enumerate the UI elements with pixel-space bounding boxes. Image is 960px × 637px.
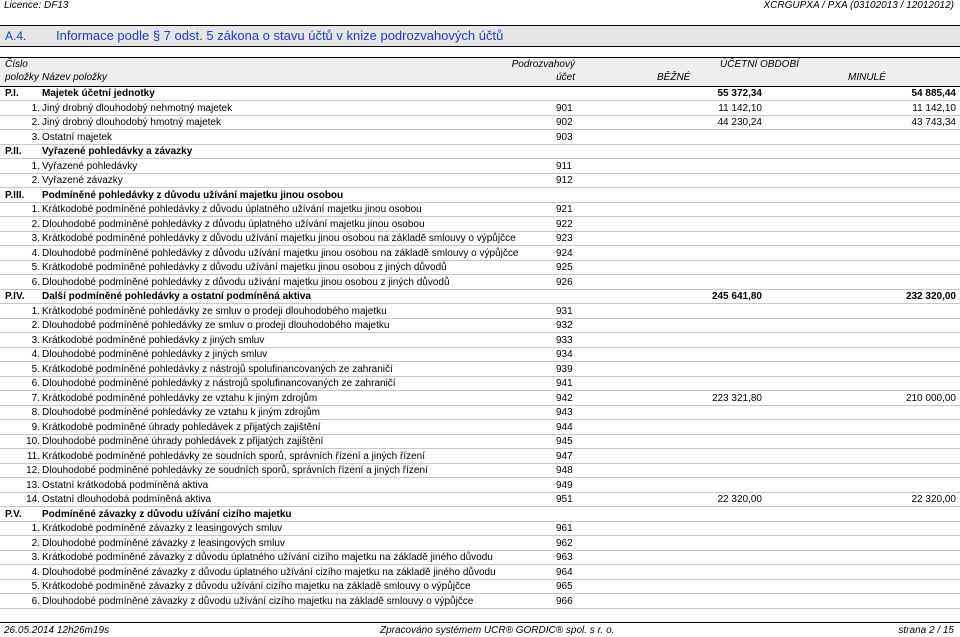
item-number-cell: 3. <box>31 552 40 563</box>
section-code-cell: P.IV. <box>5 291 25 302</box>
item-number-cell: 3. <box>31 131 40 143</box>
table-row <box>0 247 960 261</box>
account-cell: 934 <box>556 349 573 360</box>
item-name-cell: Krátkodobé podmíněné pohledávky z jiných smluv <box>42 334 265 346</box>
footer-timestamp: 26.05.2014 12h26m19s <box>4 625 110 636</box>
table-row <box>0 595 960 609</box>
item-number-cell: 6. <box>31 595 40 607</box>
item-number-cell: 7. <box>31 392 40 404</box>
item-number-cell: 2. <box>31 175 40 186</box>
previous-period-cell: 11 142,10 <box>912 102 956 114</box>
item-name-cell: Dlouhodobé podmíněné pohledávky z důvodu užívání majetku jinou osobou na základě smlouvy o výpůjčce <box>42 247 519 259</box>
account-cell: 941 <box>556 378 573 389</box>
account-cell: 949 <box>556 479 573 491</box>
table-row <box>0 479 960 493</box>
section-row <box>0 189 960 203</box>
previous-period-cell: 210 000,00 <box>905 392 956 404</box>
item-number-cell: 14. <box>26 494 40 505</box>
table-header-row-2 <box>0 71 960 87</box>
previous-period-cell: 54 885,44 <box>911 88 956 99</box>
account-cell: 931 <box>556 305 573 317</box>
item-name-cell: Dlouhodobé podmíněné pohledávky ze smluv o prodeji dlouhodobého majetku <box>42 320 390 331</box>
item-name-cell: Dlouhodobé podmíněné závazky z důvodu úplatného užívání cizího majetku na základě jiného důvodu <box>42 566 496 578</box>
table-row <box>0 392 960 406</box>
item-number-cell: 10. <box>26 436 40 447</box>
section-row <box>0 508 960 522</box>
item-number-cell: 4. <box>31 349 40 360</box>
footer-page: strana 2 / 15 <box>898 625 954 636</box>
section-name-cell: Majetek účetní jednotky <box>42 88 155 99</box>
table-row <box>0 160 960 174</box>
current-period-cell: 44 230,24 <box>717 117 762 128</box>
table-row <box>0 218 960 232</box>
header-ucetni-obdobi: ÚČETNÍ OBDOBÍ <box>720 59 799 70</box>
section-code-cell: P.II. <box>5 146 22 157</box>
item-name-cell: Ostatní dlouhodobá podmíněná aktiva <box>42 494 212 505</box>
table-row <box>0 551 960 565</box>
item-number-cell: 4. <box>31 247 40 259</box>
account-cell: 964 <box>556 566 573 578</box>
table-row <box>0 537 960 551</box>
item-name-cell: Dlouhodobé podmíněné pohledávky z důvodu užívání majetku jinou osobou z jiných důvodů <box>42 276 450 288</box>
account-cell: 926 <box>556 276 573 288</box>
footer-processed-by: Zpracováno systémem UCR® GORDIC® spol. s r. o. <box>380 625 615 636</box>
section-row <box>0 145 960 159</box>
current-period-cell: 22 320,00 <box>717 494 762 505</box>
section-code-cell: P.V. <box>5 508 22 520</box>
item-number-cell: 1. <box>31 102 40 114</box>
item-name-cell: Krátkodobé podmíněné závazky z důvodu užívání cizího majetku na základě smlouvy o výpůjčce <box>42 581 471 592</box>
section-title: Informace podle § 7 odst. 5 zákona o stavu účtů v knize podrozvahových účtů <box>56 28 504 43</box>
table-row <box>0 174 960 188</box>
licence-label: Licence: DF13 <box>4 0 69 11</box>
table-row <box>0 261 960 275</box>
item-name-cell: Vyřazené pohledávky <box>42 160 138 172</box>
header-minule: MINULÉ <box>848 72 886 83</box>
item-name-cell: Krátkodobé podmíněné pohledávky ze vztahu k jiným zdrojům <box>42 392 318 404</box>
account-cell: 933 <box>556 334 573 346</box>
current-period-cell: 55 372,34 <box>717 88 762 99</box>
table-row <box>0 276 960 290</box>
section-code-cell: P.I. <box>5 88 19 99</box>
account-cell: 911 <box>556 160 572 172</box>
header-polozky: položky <box>5 72 39 83</box>
item-name-cell: Krátkodobé podmíněné závazky z leasingových smluv <box>42 523 283 534</box>
table-row <box>0 348 960 362</box>
header-ucet: účet <box>556 72 575 83</box>
item-number-cell: 2. <box>31 320 40 331</box>
item-number-cell: 8. <box>31 407 40 418</box>
item-name-cell: Dlouhodobé podmíněné úhrady pohledávek z přijatých zajištění <box>42 436 324 447</box>
account-cell: 902 <box>556 117 573 128</box>
section-name-cell: Podmíněné závazky z důvodu užívání cizího majetku <box>42 508 292 520</box>
item-number-cell: 1. <box>31 523 40 534</box>
item-number-cell: 1. <box>31 204 40 215</box>
header-cislo: Číslo <box>5 59 28 70</box>
account-cell: 939 <box>556 363 573 375</box>
item-name-cell: Dlouhodobé podmíněné závazky z leasingových smluv <box>42 537 285 549</box>
table-header-row-1 <box>0 57 960 71</box>
table-row <box>0 319 960 333</box>
item-name-cell: Krátkodobé podmíněné pohledávky z důvodu úplatného užívání majetku jinou osobou <box>42 204 422 215</box>
item-name-cell: Krátkodobé podmíněné pohledávky ze soudních sporů, správních řízení a jiných řízení <box>42 450 426 462</box>
table-row <box>0 566 960 580</box>
header-podrozvahovy: Podrozvahový <box>511 59 575 70</box>
item-number-cell: 13. <box>26 479 40 491</box>
account-cell: 943 <box>556 407 573 418</box>
item-name-cell: Ostatní krátkodobá podmíněná aktiva <box>42 479 209 491</box>
item-number-cell: 2. <box>31 537 40 549</box>
table-row <box>0 522 960 536</box>
item-number-cell: 11. <box>26 450 40 462</box>
item-name-cell: Vyřazené závazky <box>42 175 123 186</box>
item-number-cell: 2. <box>31 218 40 230</box>
account-cell: 923 <box>556 233 573 244</box>
account-cell: 963 <box>556 552 573 563</box>
account-cell: 966 <box>556 595 573 607</box>
table-row <box>0 464 960 478</box>
item-number-cell: 6. <box>31 378 40 389</box>
item-number-cell: 3. <box>31 233 40 244</box>
item-number-cell: 1. <box>31 160 40 172</box>
table-row <box>0 131 960 145</box>
section-name-cell: Vyřazené pohledávky a závazky <box>42 146 193 157</box>
section-name-cell: Další podmíněné pohledávky a ostatní podmíněná aktiva <box>42 291 311 302</box>
item-number-cell: 1. <box>31 305 40 317</box>
previous-period-cell: 232 320,00 <box>905 291 956 302</box>
account-cell: 944 <box>556 421 573 433</box>
table-row <box>0 406 960 420</box>
item-number-cell: 6. <box>31 276 40 288</box>
item-name-cell: Dlouhodobé podmíněné pohledávky z důvodu úplatného užívání majetku jinou osobou <box>42 218 425 230</box>
previous-period-cell: 43 743,34 <box>911 117 956 128</box>
account-cell: 951 <box>556 494 573 505</box>
section-name-cell: Podmíněné pohledávky z důvodu užívání majetku jinou osobou <box>42 189 344 201</box>
account-cell: 922 <box>556 218 573 230</box>
item-name-cell: Krátkodobé podmíněné pohledávky z nástrojů spolufinancovaných ze zahraničí <box>42 363 393 375</box>
account-cell: 965 <box>556 581 573 592</box>
section-code-cell: P.III. <box>5 189 25 201</box>
account-cell: 942 <box>556 392 573 404</box>
item-name-cell: Dlouhodobé podmíněné pohledávky z nástrojů spolufinancovaných ze zahraničí <box>42 378 396 389</box>
account-cell: 924 <box>556 247 573 259</box>
header-bezne: BĚŽNÉ <box>657 72 691 83</box>
table-row <box>0 377 960 391</box>
current-period-cell: 11 142,10 <box>718 102 762 114</box>
table-row <box>0 493 960 507</box>
current-period-cell: 245 641,80 <box>711 291 762 302</box>
table-row <box>0 203 960 217</box>
item-name-cell: Dlouhodobé podmíněné pohledávky ze vztahu k jiným zdrojům <box>42 407 320 418</box>
table-row <box>0 305 960 319</box>
section-code: A.4. <box>5 29 27 43</box>
table-row <box>0 363 960 377</box>
item-number-cell: 5. <box>31 581 40 592</box>
section-row <box>0 87 960 101</box>
account-cell: 962 <box>556 537 573 549</box>
item-name-cell: Dlouhodobé podmíněné závazky z důvodu užívání cizího majetku na základě smlouvy o výpůjčce <box>42 595 474 607</box>
account-cell: 945 <box>556 436 573 447</box>
section-row <box>0 290 960 304</box>
item-number-cell: 5. <box>31 262 40 273</box>
current-period-cell: 223 321,80 <box>711 392 762 404</box>
header-nazev: Název položky <box>42 72 108 83</box>
item-number-cell: 5. <box>31 363 40 375</box>
account-cell: 925 <box>556 262 573 273</box>
item-name-cell: Krátkodobé podmíněné pohledávky z důvodu užívání majetku jinou osobou na základě smlouvy o výpůjčce <box>42 233 516 244</box>
account-cell: 903 <box>556 131 573 143</box>
page-footer <box>0 622 960 636</box>
table-row <box>0 232 960 246</box>
table-row <box>0 450 960 464</box>
table-row <box>0 102 960 116</box>
account-cell: 947 <box>556 450 573 462</box>
item-name-cell: Jiný drobný dlouhodobý hmotný majetek <box>42 117 221 128</box>
item-number-cell: 2. <box>31 117 40 128</box>
item-number-cell: 3. <box>31 334 40 346</box>
account-cell: 932 <box>556 320 573 331</box>
item-name-cell: Dlouhodobé podmíněné pohledávky z jiných smluv <box>42 349 268 360</box>
table-row <box>0 334 960 348</box>
system-ref: XCRGUPXA / PXA (03102013 / 12012012) <box>763 0 954 11</box>
item-name-cell: Krátkodobé podmíněné závazky z důvodu úplatného užívání cizího majetku na základě jiného důvodu <box>42 552 493 563</box>
account-cell: 961 <box>556 523 573 534</box>
item-name-cell: Krátkodobé podmíněné pohledávky z důvodu užívání majetku jinou osobou z jiných důvodů <box>42 262 447 273</box>
item-name-cell: Ostatní majetek <box>42 131 113 143</box>
table-row <box>0 421 960 435</box>
table-row <box>0 435 960 449</box>
account-cell: 921 <box>556 204 573 215</box>
table-row <box>0 580 960 594</box>
item-name-cell: Jiný drobný dlouhodobý nehmotný majetek <box>42 102 233 114</box>
section-title-bar <box>0 25 960 47</box>
item-number-cell: 9. <box>31 421 40 433</box>
item-name-cell: Krátkodobé podmíněné úhrady pohledávek z přijatých zajištění <box>42 421 321 433</box>
account-cell: 901 <box>556 102 573 114</box>
account-cell: 948 <box>556 465 573 476</box>
account-cell: 912 <box>556 175 573 186</box>
item-number-cell: 4. <box>31 566 40 578</box>
item-name-cell: Dlouhodobé podmíněné pohledávky ze soudních sporů, správních řízení a jiných řízení <box>42 465 428 476</box>
table-row <box>0 116 960 130</box>
item-number-cell: 12. <box>26 465 40 476</box>
previous-period-cell: 22 320,00 <box>911 494 956 505</box>
item-name-cell: Krátkodobé podmíněné pohledávky ze smluv o prodeji dlouhodobého majetku <box>42 305 387 317</box>
top-bar <box>0 0 960 12</box>
